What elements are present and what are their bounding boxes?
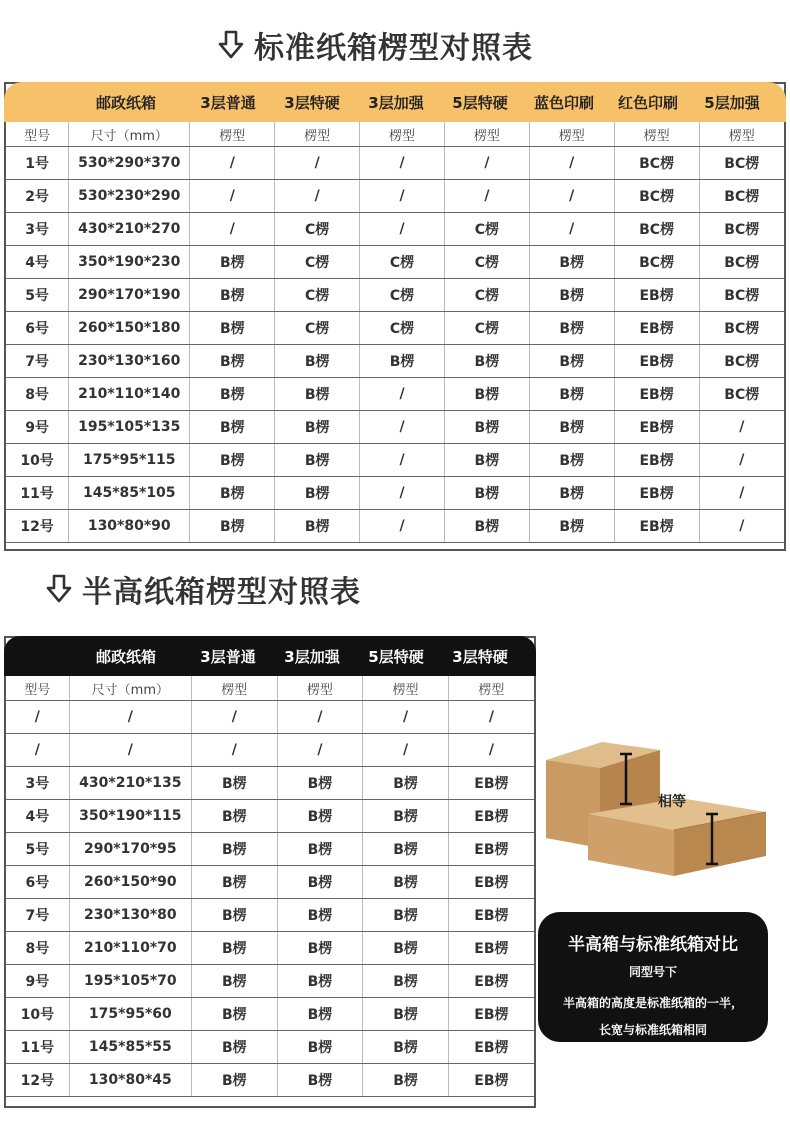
table-cell: / — [699, 411, 784, 444]
table-cell: B楞 — [192, 833, 278, 866]
table-cell: B楞 — [190, 345, 275, 378]
table-cell: B楞 — [363, 800, 449, 833]
table-cell: B楞 — [444, 378, 529, 411]
table-cell: B楞 — [529, 444, 614, 477]
table-cell: C楞 — [275, 213, 360, 246]
table-cell: / — [444, 180, 529, 213]
table-cell: 6号 — [6, 312, 69, 345]
table-cell: B楞 — [363, 833, 449, 866]
table-cell: BC楞 — [614, 246, 699, 279]
subheader-cell: 尺寸（mm） — [69, 676, 191, 701]
column-header: 3层特硬 — [284, 93, 340, 112]
table-cell: / — [275, 180, 360, 213]
table-cell: B楞 — [275, 378, 360, 411]
table-cell: / — [360, 444, 445, 477]
table-cell: 10号 — [6, 998, 69, 1031]
note-line3: 长宽与标准纸箱相同 — [598, 1023, 707, 1037]
table-row — [6, 701, 534, 734]
table-row — [6, 510, 784, 543]
table-cell: / — [360, 180, 445, 213]
table-cell: B楞 — [277, 800, 363, 833]
subheader-cell: 楞型 — [529, 122, 614, 147]
table-cell: B楞 — [444, 510, 529, 543]
table-cell: 10号 — [6, 444, 69, 477]
table-cell: 530*290*370 — [69, 147, 190, 180]
table-cell: 1号 — [6, 147, 69, 180]
table-cell: B楞 — [444, 444, 529, 477]
comparison-note — [538, 912, 768, 1042]
table-cell: B楞 — [192, 1064, 278, 1097]
table-cell: B楞 — [277, 932, 363, 965]
table-cell: B楞 — [529, 279, 614, 312]
table-cell: B楞 — [277, 866, 363, 899]
table-cell: / — [192, 734, 278, 767]
table-cell: 12号 — [6, 1064, 69, 1097]
half-height-table-body — [6, 676, 534, 1097]
table-cell: / — [360, 477, 445, 510]
column-header: 红色印刷 — [617, 93, 678, 112]
subheader-cell: 型号 — [6, 122, 69, 147]
standard-box-table — [4, 82, 786, 551]
table-cell: BC楞 — [699, 147, 784, 180]
note-title: 半高箱与标准纸箱对比 — [568, 935, 738, 955]
table-cell: / — [6, 734, 69, 767]
table-cell: 350*190*115 — [69, 800, 191, 833]
table-cell: B楞 — [529, 345, 614, 378]
table-cell: C楞 — [444, 213, 529, 246]
table-cell: BC楞 — [614, 180, 699, 213]
half-height-table-header — [4, 636, 536, 676]
table-cell: 11号 — [6, 477, 69, 510]
table-cell: BC楞 — [699, 246, 784, 279]
table-cell: C楞 — [275, 312, 360, 345]
column-header: 5层加强 — [704, 93, 760, 112]
table-cell: EB楞 — [448, 1064, 534, 1097]
table-cell: B楞 — [363, 965, 449, 998]
table-cell: B楞 — [275, 477, 360, 510]
half-height-box-table — [4, 636, 536, 1108]
table-cell: B楞 — [529, 378, 614, 411]
table-cell: 7号 — [6, 899, 69, 932]
subheader-cell: 尺寸（mm） — [69, 122, 190, 147]
table-row — [6, 1064, 534, 1097]
table-cell: 260*150*180 — [69, 312, 190, 345]
table-cell: / — [360, 378, 445, 411]
table-cell: B楞 — [363, 1064, 449, 1097]
table-cell: / — [360, 213, 445, 246]
table-row — [6, 213, 784, 246]
table-cell: 5号 — [6, 833, 69, 866]
table-cell: / — [363, 701, 449, 734]
table-cell: B楞 — [275, 444, 360, 477]
table-cell: / — [529, 213, 614, 246]
table-cell: EB楞 — [448, 767, 534, 800]
table-row — [6, 279, 784, 312]
column-header: 3层特硬 — [452, 647, 508, 666]
subheader-cell: 楞型 — [614, 122, 699, 147]
table-cell: 290*170*190 — [69, 279, 190, 312]
subheader-cell: 楞型 — [192, 676, 278, 701]
half-height-table-title-text: 半高纸箱楞型对照表 — [82, 575, 361, 610]
table-row — [6, 800, 534, 833]
table-cell: B楞 — [277, 833, 363, 866]
table-cell: / — [6, 701, 69, 734]
table-cell: 195*105*70 — [69, 965, 191, 998]
table-row — [6, 899, 534, 932]
table-cell: B楞 — [277, 965, 363, 998]
table-cell: EB楞 — [614, 477, 699, 510]
subheader-row — [6, 122, 784, 147]
table-row — [6, 767, 534, 800]
table-cell: B楞 — [192, 767, 278, 800]
table-cell: B楞 — [192, 899, 278, 932]
table-cell: B楞 — [444, 411, 529, 444]
table-cell: / — [190, 147, 275, 180]
table-row — [6, 477, 784, 510]
table-cell: B楞 — [360, 345, 445, 378]
table-cell: B楞 — [190, 477, 275, 510]
table-cell: B楞 — [277, 1064, 363, 1097]
table-cell: B楞 — [190, 444, 275, 477]
table-cell: / — [699, 510, 784, 543]
down-arrow-icon — [46, 574, 72, 604]
table-cell: B楞 — [190, 510, 275, 543]
table-cell: BC楞 — [699, 312, 784, 345]
table-row — [6, 998, 534, 1031]
table-cell: BC楞 — [699, 279, 784, 312]
table-cell: B楞 — [275, 411, 360, 444]
table-cell: / — [192, 701, 278, 734]
column-header: 3层普通 — [200, 93, 256, 112]
table-row — [6, 378, 784, 411]
table-cell: B楞 — [190, 279, 275, 312]
table-cell: EB楞 — [614, 312, 699, 345]
column-header: 邮政纸箱 — [95, 93, 156, 112]
table-cell: B楞 — [363, 1031, 449, 1064]
table-cell: EB楞 — [448, 833, 534, 866]
table-cell: 350*190*230 — [69, 246, 190, 279]
table-cell: BC楞 — [699, 180, 784, 213]
table-cell: BC楞 — [614, 147, 699, 180]
table-row — [6, 180, 784, 213]
half-height-table-title — [46, 566, 361, 612]
table-cell: EB楞 — [614, 279, 699, 312]
table-cell: 145*85*55 — [69, 1031, 191, 1064]
table-cell: B楞 — [190, 246, 275, 279]
table-cell: EB楞 — [448, 998, 534, 1031]
table-cell: 130*80*45 — [69, 1064, 191, 1097]
table-cell: 230*130*160 — [69, 345, 190, 378]
table-row — [6, 246, 784, 279]
table-cell: B楞 — [444, 345, 529, 378]
down-arrow-icon — [218, 30, 244, 60]
table-cell: B楞 — [275, 510, 360, 543]
equal-label: 相等 — [658, 794, 686, 810]
column-header: 5层特硬 — [368, 647, 424, 666]
table-cell: B楞 — [192, 800, 278, 833]
subheader-cell: 楞型 — [190, 122, 275, 147]
table-cell: 260*150*90 — [69, 866, 191, 899]
table-row — [6, 866, 534, 899]
table-cell: B楞 — [363, 932, 449, 965]
table-row — [6, 734, 534, 767]
table-cell: B楞 — [190, 411, 275, 444]
table-cell: B楞 — [363, 866, 449, 899]
table-cell: EB楞 — [614, 510, 699, 543]
table-cell: B楞 — [190, 378, 275, 411]
table-cell: C楞 — [444, 246, 529, 279]
table-cell: 430*210*135 — [69, 767, 191, 800]
table-cell: C楞 — [360, 279, 445, 312]
table-cell: / — [277, 701, 363, 734]
table-cell: / — [363, 734, 449, 767]
table-cell: EB楞 — [614, 411, 699, 444]
table-cell: 3号 — [6, 213, 69, 246]
table-cell: / — [448, 701, 534, 734]
table-cell: C楞 — [275, 279, 360, 312]
table-row — [6, 444, 784, 477]
table-cell: 4号 — [6, 246, 69, 279]
table-cell: B楞 — [192, 866, 278, 899]
standard-table-title — [218, 22, 533, 68]
table-cell: EB楞 — [448, 800, 534, 833]
table-cell: C楞 — [444, 279, 529, 312]
table-row — [6, 312, 784, 345]
table-cell: / — [444, 147, 529, 180]
table-cell: 290*170*95 — [69, 833, 191, 866]
table-cell: 8号 — [6, 378, 69, 411]
table-cell: B楞 — [529, 312, 614, 345]
table-row — [6, 965, 534, 998]
table-cell: 9号 — [6, 965, 69, 998]
table-cell: 12号 — [6, 510, 69, 543]
table-row — [6, 1031, 534, 1064]
column-header: 5层特硬 — [452, 93, 508, 112]
table-cell: BC楞 — [614, 213, 699, 246]
column-header: 邮政纸箱 — [95, 647, 156, 666]
table-cell: C楞 — [444, 312, 529, 345]
standard-table-title-text: 标准纸箱楞型对照表 — [254, 31, 533, 66]
table-cell: 8号 — [6, 932, 69, 965]
table-cell: B楞 — [363, 899, 449, 932]
table-cell: B楞 — [529, 411, 614, 444]
table-cell: 210*110*70 — [69, 932, 191, 965]
table-cell: EB楞 — [614, 444, 699, 477]
table-cell: / — [275, 147, 360, 180]
table-cell: EB楞 — [448, 965, 534, 998]
table-cell: 5号 — [6, 279, 69, 312]
table-cell: 210*110*140 — [69, 378, 190, 411]
table-cell: B楞 — [275, 345, 360, 378]
table-cell: B楞 — [529, 246, 614, 279]
table-cell: B楞 — [277, 767, 363, 800]
table-cell: 175*95*60 — [69, 998, 191, 1031]
table-cell: 145*85*105 — [69, 477, 190, 510]
table-row — [6, 932, 534, 965]
table-cell: C楞 — [360, 246, 445, 279]
table-cell: 230*130*80 — [69, 899, 191, 932]
table-cell: / — [529, 147, 614, 180]
subheader-cell: 楞型 — [277, 676, 363, 701]
table-cell: 430*210*270 — [69, 213, 190, 246]
table-cell: C楞 — [275, 246, 360, 279]
table-cell: B楞 — [192, 1031, 278, 1064]
subheader-cell: 楞型 — [363, 676, 449, 701]
subheader-cell: 楞型 — [275, 122, 360, 147]
table-cell: EB楞 — [448, 866, 534, 899]
table-cell: 130*80*90 — [69, 510, 190, 543]
table-cell: EB楞 — [448, 1031, 534, 1064]
table-cell: 3号 — [6, 767, 69, 800]
table-cell: EB楞 — [614, 378, 699, 411]
table-row — [6, 411, 784, 444]
table-cell: B楞 — [529, 510, 614, 543]
table-cell: B楞 — [277, 998, 363, 1031]
table-cell: 175*95*115 — [69, 444, 190, 477]
table-cell: 530*230*290 — [69, 180, 190, 213]
column-header: 3层普通 — [200, 647, 256, 666]
table-cell: B楞 — [529, 477, 614, 510]
table-cell: BC楞 — [699, 345, 784, 378]
table-cell: B楞 — [363, 998, 449, 1031]
table-cell: 11号 — [6, 1031, 69, 1064]
table-cell: / — [360, 411, 445, 444]
table-cell: BC楞 — [699, 213, 784, 246]
table-cell: 9号 — [6, 411, 69, 444]
table-cell: B楞 — [444, 477, 529, 510]
subheader-cell: 楞型 — [360, 122, 445, 147]
table-cell: B楞 — [363, 767, 449, 800]
table-cell: EB楞 — [448, 932, 534, 965]
column-header: 3层加强 — [284, 647, 340, 666]
table-cell: 4号 — [6, 800, 69, 833]
table-cell: / — [529, 180, 614, 213]
table-cell: EB楞 — [448, 899, 534, 932]
subheader-row — [6, 676, 534, 701]
table-cell: EB楞 — [614, 345, 699, 378]
table-cell: BC楞 — [699, 378, 784, 411]
table-cell: / — [699, 477, 784, 510]
table-cell: B楞 — [192, 932, 278, 965]
table-cell: B楞 — [190, 312, 275, 345]
subheader-cell: 楞型 — [448, 676, 534, 701]
table-cell: 2号 — [6, 180, 69, 213]
table-cell: / — [360, 510, 445, 543]
table-cell: / — [190, 213, 275, 246]
table-cell: / — [360, 147, 445, 180]
table-cell: / — [190, 180, 275, 213]
note-line1: 同型号下 — [628, 965, 677, 979]
table-cell: / — [699, 444, 784, 477]
subheader-cell: 楞型 — [444, 122, 529, 147]
note-line2: 半高箱的高度是标准纸箱的一半， — [562, 996, 743, 1010]
column-header: 蓝色印刷 — [533, 93, 594, 112]
table-cell: / — [69, 701, 191, 734]
subheader-cell: 楞型 — [699, 122, 784, 147]
table-cell: / — [277, 734, 363, 767]
table-cell: 7号 — [6, 345, 69, 378]
standard-table-body — [6, 122, 784, 543]
subheader-cell: 型号 — [6, 676, 69, 701]
table-cell: B楞 — [192, 998, 278, 1031]
table-cell: 195*105*135 — [69, 411, 190, 444]
table-cell: B楞 — [277, 1031, 363, 1064]
standard-table-header — [4, 82, 786, 122]
box-comparison-illustration — [540, 738, 772, 888]
table-row — [6, 147, 784, 180]
table-row — [6, 345, 784, 378]
table-row — [6, 833, 534, 866]
table-cell: / — [448, 734, 534, 767]
table-cell: B楞 — [277, 899, 363, 932]
table-cell: C楞 — [360, 312, 445, 345]
table-cell: 6号 — [6, 866, 69, 899]
table-cell: B楞 — [192, 965, 278, 998]
table-cell: / — [69, 734, 191, 767]
column-header: 3层加强 — [368, 93, 424, 112]
